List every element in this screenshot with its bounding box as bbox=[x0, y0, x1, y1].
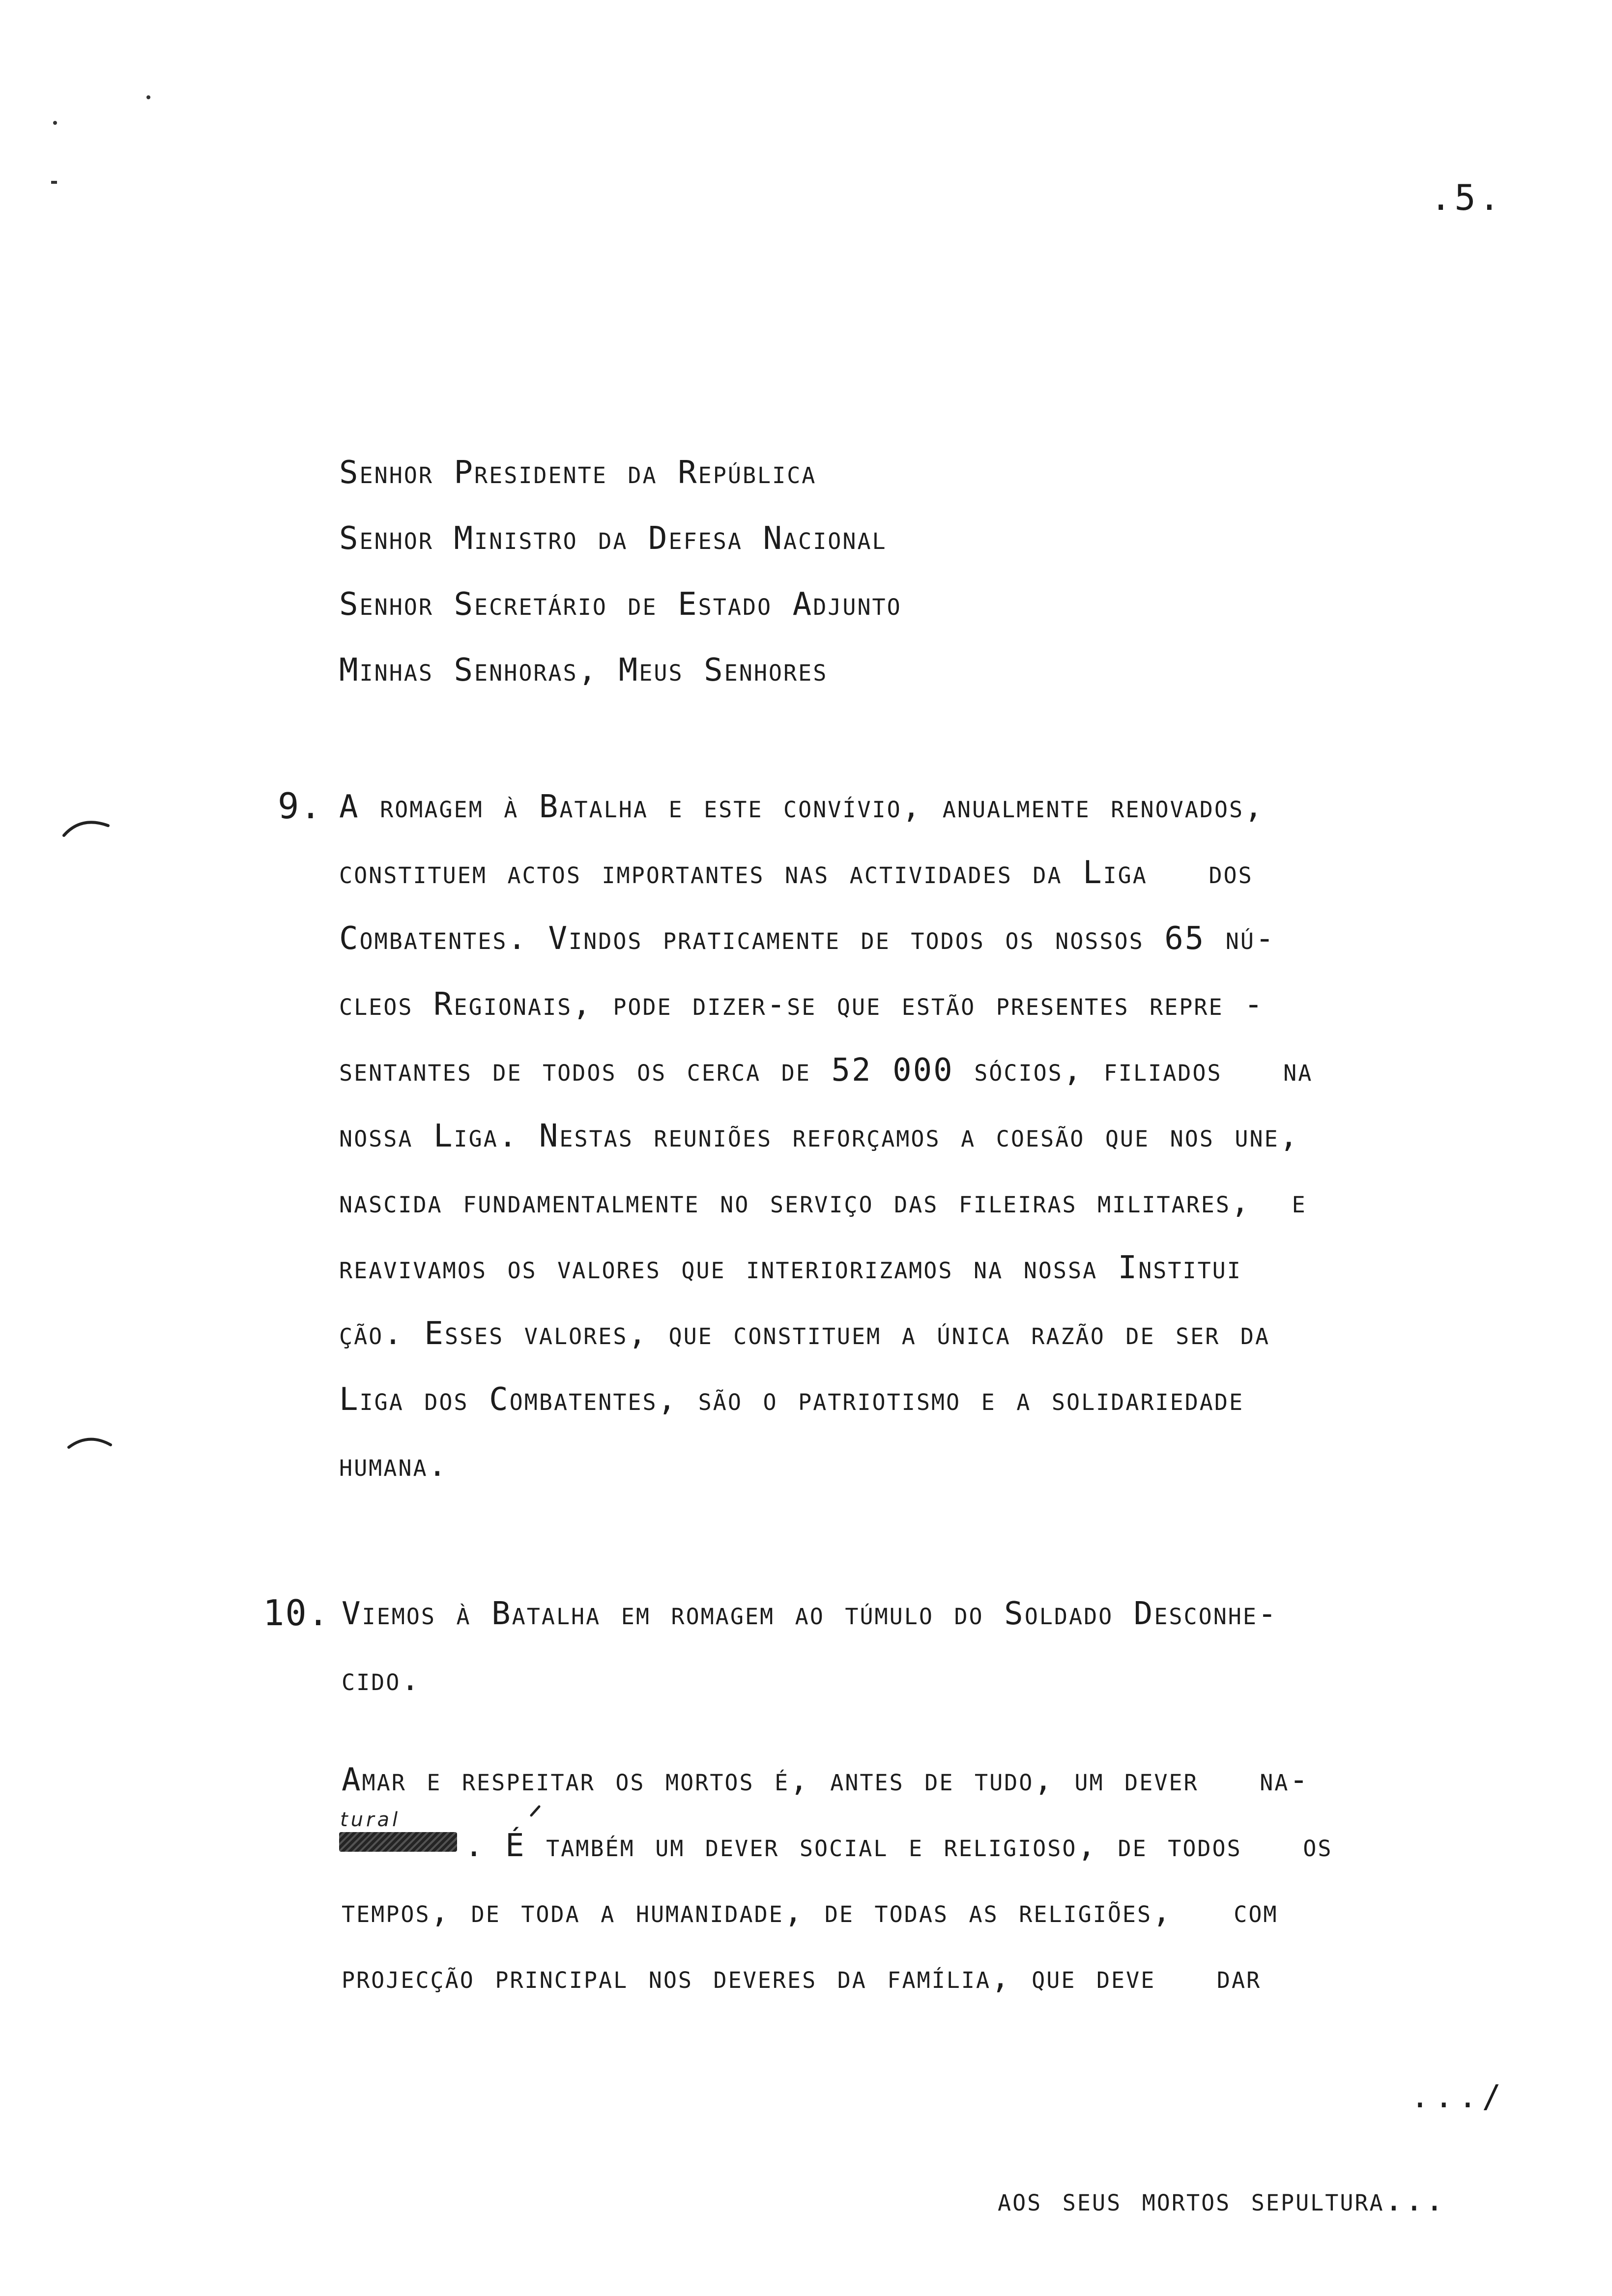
salutation-line: Minhas Senhoras, Meus Senhores bbox=[339, 652, 828, 689]
salutation-line: Senhor Secretário de Estado Adjunto bbox=[339, 586, 902, 623]
paragraph-line: ção. Esses valores, que constituem a única razão de ser da bbox=[339, 1316, 1270, 1352]
salutation-line: Senhor Presidente da República bbox=[339, 455, 817, 491]
paragraph-line: nossa Liga. Nestas reuniões reforçamos a coesão que nos une, bbox=[339, 1118, 1300, 1154]
paragraph-line: reavivamos os valores que interiorizamos na nossa Institui bbox=[339, 1250, 1242, 1286]
paragraph-line: cido. bbox=[342, 1662, 421, 1698]
paragraph-line: Combatentes. Vindos praticamente de todos os nossos 65 nú- bbox=[339, 920, 1276, 957]
paragraph-line: tempos, de toda a humanidade, de todas as religiões, com bbox=[342, 1894, 1278, 1930]
salutation-line: Senhor Ministro da Defesa Nacional bbox=[339, 520, 887, 557]
paragraph-line: sentantes de todos os cerca de 52 000 sócios, filiados na bbox=[339, 1052, 1313, 1089]
paragraph-line: . É também um dever social e religioso, de todos os bbox=[464, 1828, 1333, 1864]
struck-out-word bbox=[339, 1832, 457, 1852]
punch-hole-mark bbox=[64, 1425, 123, 1455]
paragraph-line: A romagem à Batalha e este convívio, anualmente renovados, bbox=[339, 789, 1265, 825]
catchword: aos seus mortos sepultura... bbox=[998, 2182, 1446, 2218]
paragraph-line: Viemos à Batalha em romagem ao túmulo do Soldado Desconhe- bbox=[342, 1596, 1278, 1632]
page-number: .5. bbox=[1430, 177, 1503, 218]
paragraph-line: Amar e respeitar os mortos é, antes de tudo, um dever na- bbox=[342, 1762, 1310, 1798]
paragraph-line: Liga dos Combatentes, são o patriotismo e a solidariedade bbox=[339, 1381, 1244, 1418]
paragraph-line: projecção principal nos deveres da família, que deve dar bbox=[342, 1959, 1262, 1996]
paragraph-number: 9. bbox=[278, 785, 322, 827]
speck-marks bbox=[44, 79, 162, 206]
paragraph-line: constituem actos importantes nas actividades da Liga dos bbox=[339, 855, 1253, 891]
paragraph-line: cleos Regionais, pode dizer-se que estão presentes repre - bbox=[339, 986, 1265, 1023]
handwritten-correction: tural bbox=[340, 1808, 401, 1831]
accent-mark bbox=[528, 1804, 543, 1818]
paragraph-number: 10. bbox=[263, 1592, 330, 1634]
punch-hole-mark bbox=[59, 811, 118, 845]
paragraph-line: humana. bbox=[339, 1447, 449, 1484]
paragraph-line: nascida fundamentalmente no serviço das fileiras militares, e bbox=[339, 1184, 1307, 1220]
salutation-block bbox=[339, 457, 902, 720]
continuation-mark: .../ bbox=[1410, 2079, 1506, 2115]
